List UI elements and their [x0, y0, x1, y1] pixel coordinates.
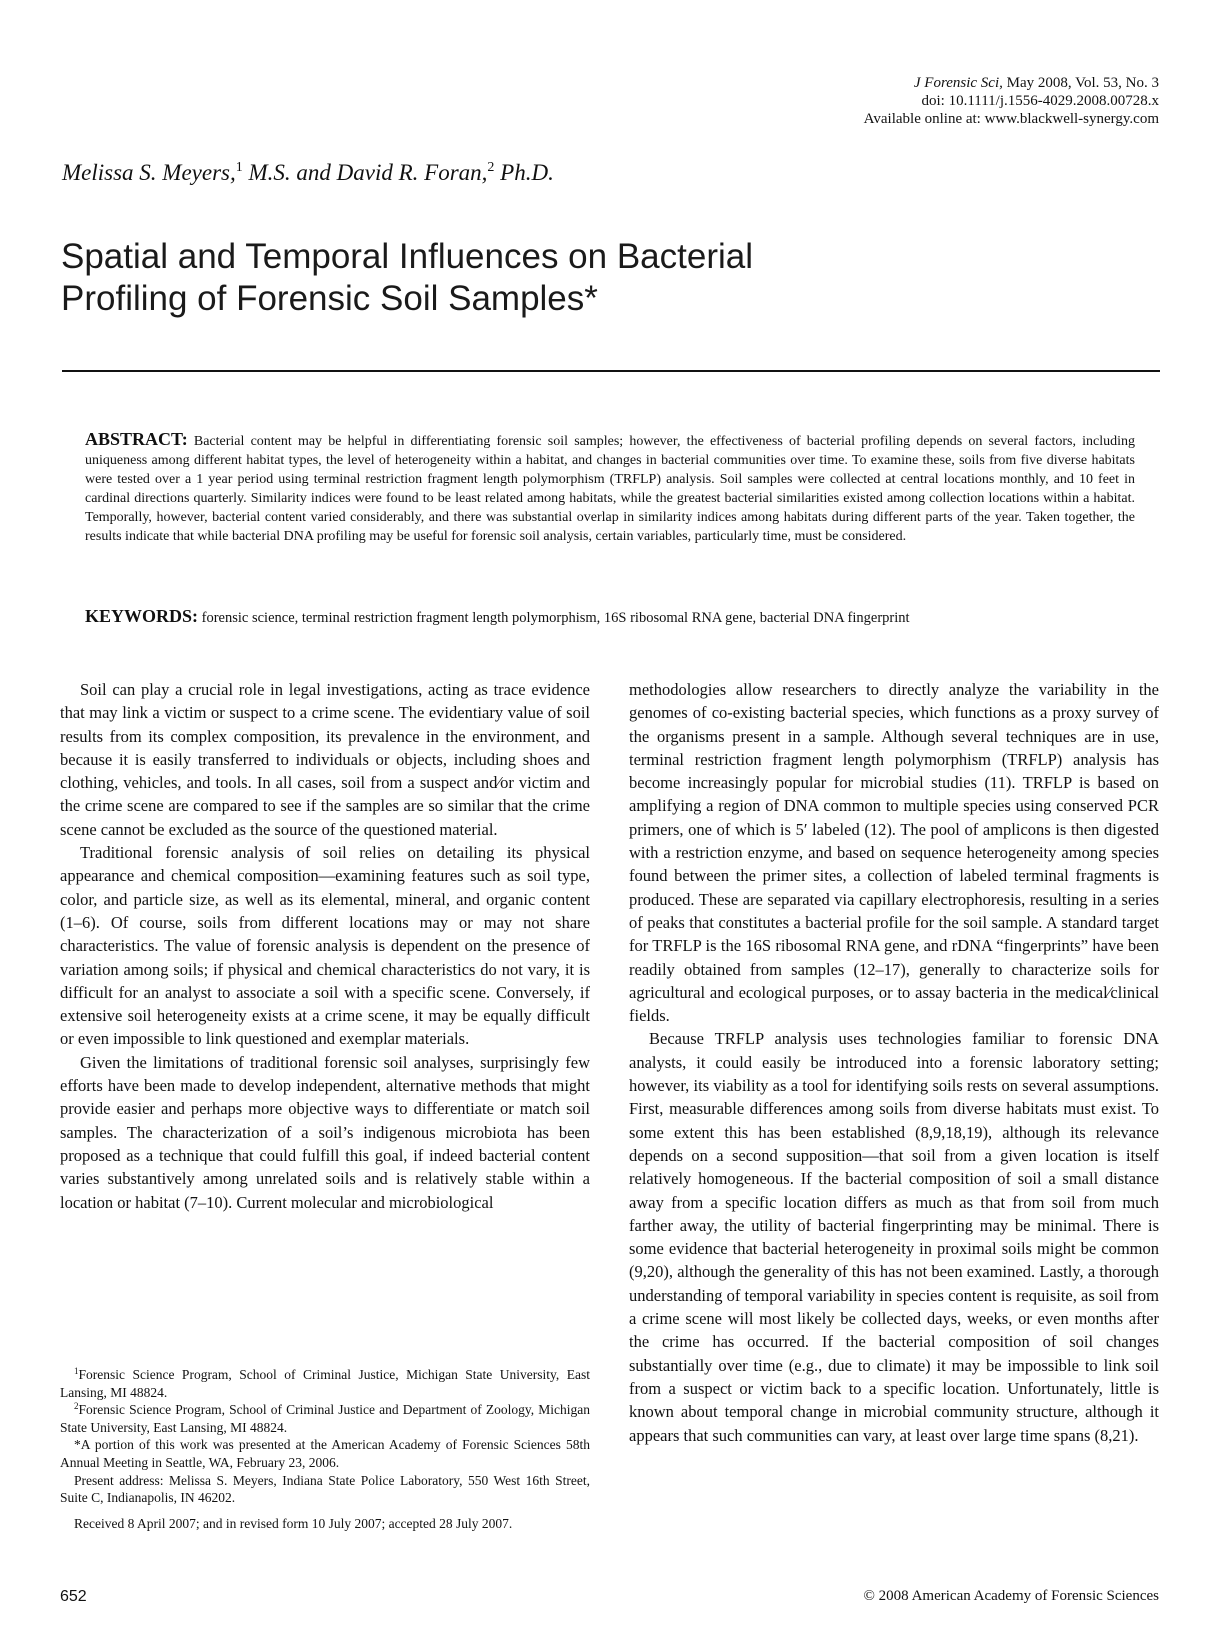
author1-name: Melissa S. Meyers,: [62, 160, 236, 185]
copyright: © 2008 American Academy of Forensic Sciences: [863, 1588, 1159, 1604]
received-dates: Received 8 April 2007; and in revised form 10 July 2007; accepted 28 July 2007.: [74, 1515, 513, 1531]
footnote-2-text: Forensic Science Program, School of Criminal Justice and Department of Zoology, Michigan State University, East Lansing, MI 48824.: [60, 1402, 590, 1435]
journal-issue: May 2008, Vol. 53, No. 3: [1006, 75, 1159, 91]
body-column-right: [629, 678, 1159, 1447]
footnotes: [60, 1366, 590, 1532]
title-line-2: Profiling of Forensic Soil Samples*: [61, 279, 598, 318]
abstract: [85, 430, 1135, 546]
title-line-1: Spatial and Temporal Influences on Bacterial: [61, 237, 754, 276]
availability: Available online at: www.blackwell-synergy.com: [863, 111, 1159, 127]
journal-citation: [639, 74, 1159, 92]
footnote-2: [60, 1401, 590, 1436]
journal-name: J Forensic Sci,: [913, 75, 1003, 91]
footnote-1-mark: 1: [74, 1366, 79, 1376]
article-title: [61, 236, 961, 320]
keywords-label: KEYWORDS:: [85, 606, 199, 626]
title-divider: [62, 370, 1160, 372]
doi: doi: 10.1111/j.1556-4029.2008.00728.x: [921, 93, 1159, 109]
author2-mark: 2: [487, 160, 495, 175]
abstract-label: ABSTRACT:: [85, 429, 188, 449]
keywords-text: forensic science, terminal restriction fragment length polymorphism, 16S ribosomal RNA gene, bacterial DNA fingerprint: [201, 610, 910, 626]
footnote-1: [60, 1366, 590, 1401]
footnote-2-mark: 2: [74, 1401, 79, 1412]
footnote-4: Present address: Melissa S. Meyers, Indiana State Police Laboratory, 550 West 16th Street, Suite C, Indianapolis, IN 46202.: [60, 1472, 590, 1506]
journal-header: [639, 74, 1159, 128]
paragraph: methodologies allow researchers to directly analyze the variability in the genomes of co-existing bacterial species, which functions as a proxy survey of the organisms present in a sample. Although several techniques are in use, terminal restriction fragment length polymorphism (TRFLP) analysis has become increasingly popular for microbial studies (11). TRFLP is based on amplifying a region of DNA common to multiple species using conserved PCR primers, one of which is 5′ labeled (12). The pool of amplicons is then digested with a restriction enzyme, and based on sequence heterogeneity among species found between the primer sites, a collection of labeled terminal fragments is produced. These are separated via capillary electrophoresis, resulting in a series of peaks that constitutes a bacterial profile for the soil sample. A standard target for TRFLP is the 16S ribosomal RNA gene, and rDNA “fingerprints” have been readily obtained from samples (12–17), generally to characterize soils for agricultural and ecological purposes, or to assay bacteria in the medical⁄clinical fields.: [629, 680, 1159, 1026]
footnote-3: *A portion of this work was presented at the American Academy of Forensic Sciences 58th Annual Meeting in Seattle, WA, February 23, 2006.: [60, 1437, 590, 1470]
body-column-left: [60, 678, 590, 1214]
paragraph: Given the limitations of traditional forensic soil analyses, surprisingly few efforts have been made to develop independent, alternative methods that might provide easier and perhaps more objective ways to differentiate or match soil samples. The characterization of a soil’s indigenous microbiota has been proposed as a technique that could fulfill this goal, if indeed bacterial content varies substantively among unrelated soils and is relatively stable within a location or habitat (7–10). Current molecular and microbiological: [60, 1052, 590, 1212]
paragraph: Traditional forensic analysis of soil relies on detailing its physical appearance and chemical composition—examining features such as soil type, color, and particle size, as well as its elemental, mineral, and organic content (1–6). Of course, soils from different locations may or may not share characteristics. The value of forensic analysis is dependent on the presence of variation among soils; if physical and chemical characteristics do not vary, it is difficult for an analyst to associate a soil with a specific scene. Conversely, if extensive soil heterogeneity exists at a crime scene, it may be equally difficult or even impossible to link questioned and exemplar materials.: [60, 843, 590, 1049]
keywords: [85, 606, 1165, 627]
paragraph: Soil can play a crucial role in legal investigations, acting as trace evidence that may link a victim or suspect to a crime scene. The evidentiary value of soil results from its complex composition, its prevalence in the environment, and because it is easily transferred to individuals or objects, including shoes and clothing, vehicles, and tools. In all cases, soil from a suspect and⁄or victim and the crime scene are compared to see if the samples are so similar that the crime scene cannot be excluded as the source of the questioned material.: [60, 680, 590, 839]
abstract-text: Bacterial content may be helpful in differentiating forensic soil samples; however, the effectiveness of bacterial profiling depends on several factors, including uniqueness among different habitat types, the level of heterogeneity within a habitat, and changes in bacterial communities over time. To examine these, soils from five diverse habitats were tested over a 1 year period using terminal restriction fragment length polymorphism (TRFLP) analysis. Soil samples were collected at central locations monthly, and 10 feet in cardinal directions quarterly. Similarity indices were found to be least related among habitats, while the greatest bacterial similarities existed among collection locations within a habitat. Temporally, however, bacterial content varied considerably, and there was substantial overlap in similarity indices among habitats during different parts of the year. Taken together, the results indicate that while bacterial DNA profiling may be useful for forensic soil analysis, certain variables, particularly time, must be considered.: [85, 434, 1136, 544]
author2-degree: Ph.D.: [500, 160, 554, 185]
author-line: [62, 160, 554, 186]
page-number: 652: [60, 1588, 87, 1605]
author2-text: M.S. and David R. Foran,: [248, 160, 488, 185]
paragraph: Because TRFLP analysis uses technologies familiar to forensic DNA analysts, it could easily be introduced into a forensic laboratory setting; however, its viability as a tool for identifying soils rests on several assumptions. First, measurable differences among soils from diverse habitats must exist. To some extent this has been established (8,9,18,19), although its relevance depends on a second supposition—that soil from a given location is itself relatively homogeneous. If the bacterial composition of soil a small distance away from a specific location differs as much as that from soil from much farther away, the utility of bacterial fingerprinting may be minimal. There is some evidence that bacterial heterogeneity in proximal soils might be common (9,20), although the generality of this has not been examined. Lastly, a thorough understanding of temporal variability in species content is requisite, as soil from a crime scene will most likely be collected days, weeks, or even months after the crime has occurred. If the bacterial composition of soil changes substantially over time (e.g., due to climate) it may be impossible to link soil from a suspect or victim back to a specific location. Unfortunately, little is known about temporal change in microbial community structure, although it appears that such communities can vary, at least over large time spans (8,21).: [629, 1029, 1159, 1445]
author1-mark: 1: [235, 160, 243, 175]
footnote-1-text: Forensic Science Program, School of Criminal Justice, Michigan State University, East Lansing, MI 48824.: [60, 1367, 590, 1400]
